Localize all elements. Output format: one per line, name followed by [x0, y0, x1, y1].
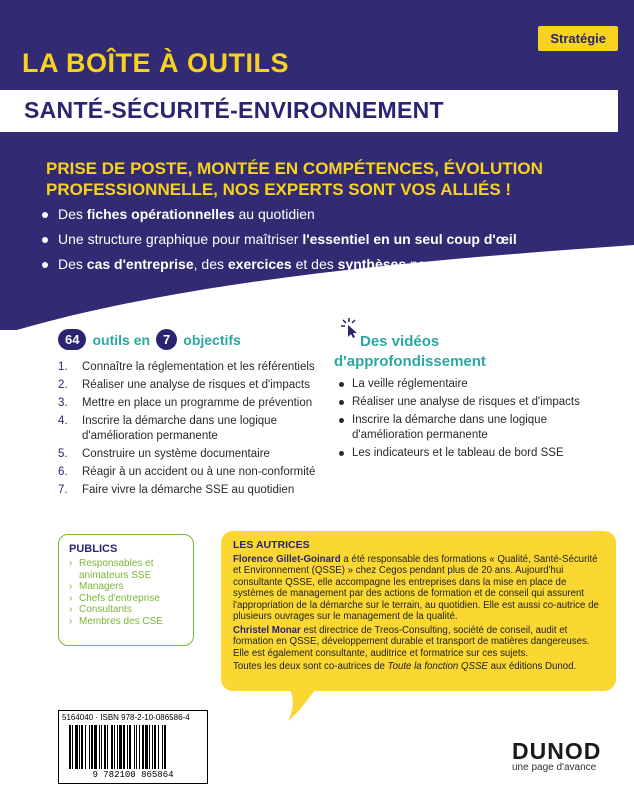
objective-item: 5. Construire un système documentaire [58, 448, 270, 460]
audience-item: › Membres des CSE [69, 616, 183, 628]
authors-title: LES AUTRICES [233, 539, 310, 551]
authors-bubble [221, 531, 616, 691]
objective-item: 4. Inscrire la démarche dans une logique d'amélioration permanente [58, 415, 277, 442]
series-title: LA BOÎTE À OUTILS [22, 48, 289, 78]
objective-item: 2. Réaliser une analyse de risques et d'impacts [58, 379, 310, 391]
author-bio: Christel Monar est directrice de Treos-Consulting, société de conseil, audit et formation en QSSE, développement durable et transport de matières dangereuses. Elle est également consultante, auditrice et formatrice sur ces sujets. [233, 624, 590, 659]
videos-list [336, 377, 616, 464]
publisher-tagline: une page d'avance [512, 762, 597, 773]
video-item: Inscrire la démarche dans une logique d'amélioration permanente [336, 413, 616, 443]
audience-item: › Managers [69, 581, 183, 593]
tagline: PRISE DE POSTE, MONTÉE EN COMPÉTENCES, ÉVOLUTION PROFESSIONNELLE, NOS EXPERTS SONT VOS ALLIÉS ! [46, 159, 543, 199]
objectives-list [58, 360, 328, 501]
feature-item: Des fiches opérationnelles au quotidien [40, 206, 630, 223]
tools-label: outils en [92, 331, 151, 348]
audience-box [58, 534, 194, 646]
book-title: SANTÉ-SÉCURITÉ-ENVIRONNEMENT [24, 97, 444, 123]
objectives-label: objectifs [183, 331, 241, 348]
audience-title: PUBLICS [69, 543, 118, 555]
isbn-text: 5164040 · ISBN 978-2-10-086586-4 [62, 713, 190, 722]
feature-item: Des cas d'entreprise, des exercices et des synthèses pour passer à l'action [40, 256, 630, 273]
publisher-logo: DUNOD [512, 738, 602, 764]
objective-item: 7. Faire vivre la démarche SSE au quotidien [58, 484, 295, 496]
author-bio: Florence Gillet-Goinard a été responsable des formations « Qualité, Santé-Sécurité et Environnement (QSSE) » chez Cegos pendant plus de 20 ans. Aujourd'hui consultante QSSE, elle accompagne les entreprises dans la mise en place de systèmes de management par des actions de formation et de conseil qui assurent l'appropriation de la démarche sur le terrain, au quotidien. Elle est aussi co-autrice de plusieurs ouvrages sur le management de la qualité. [233, 553, 599, 622]
objectives-count-badge: 7 [156, 329, 177, 350]
audience-item: › Chefs d'entreprise [69, 593, 183, 605]
audience-item: › Consultants [69, 604, 183, 616]
objective-item: 3. Mettre en place un programme de prévention [58, 397, 313, 409]
objective-item: 1. Connaître la réglementation et les référentiels [58, 361, 315, 373]
video-item: Les indicateurs et le tableau de bord SSE [336, 446, 616, 461]
tools-heading [58, 329, 241, 350]
barcode-number: 9 782100 865864 [92, 770, 174, 780]
videos-heading: Des vidéos d'approfondissement [334, 333, 486, 370]
video-item: La veille réglementaire [336, 377, 616, 392]
barcode-bars [67, 725, 199, 769]
audience-item: › Responsables et animateurs SSE [69, 558, 183, 581]
speech-bubble-tail [286, 689, 320, 723]
authors-footer: Toutes les deux sont co-autrices de Toute la fonction QSSE aux éditions Dunod. [233, 661, 577, 672]
tools-count-badge: 64 [58, 329, 86, 350]
audience-list [69, 558, 183, 627]
category-badge: Stratégie [538, 26, 618, 51]
video-item: Réaliser une analyse de risques et d'impacts [336, 395, 616, 410]
feature-list [40, 206, 630, 281]
feature-item: Une structure graphique pour maîtriser l'essentiel en un seul coup d'œil [40, 231, 630, 248]
objective-item: 6. Réagir à un accident ou à une non-conformité [58, 466, 316, 478]
barcode [58, 710, 208, 784]
